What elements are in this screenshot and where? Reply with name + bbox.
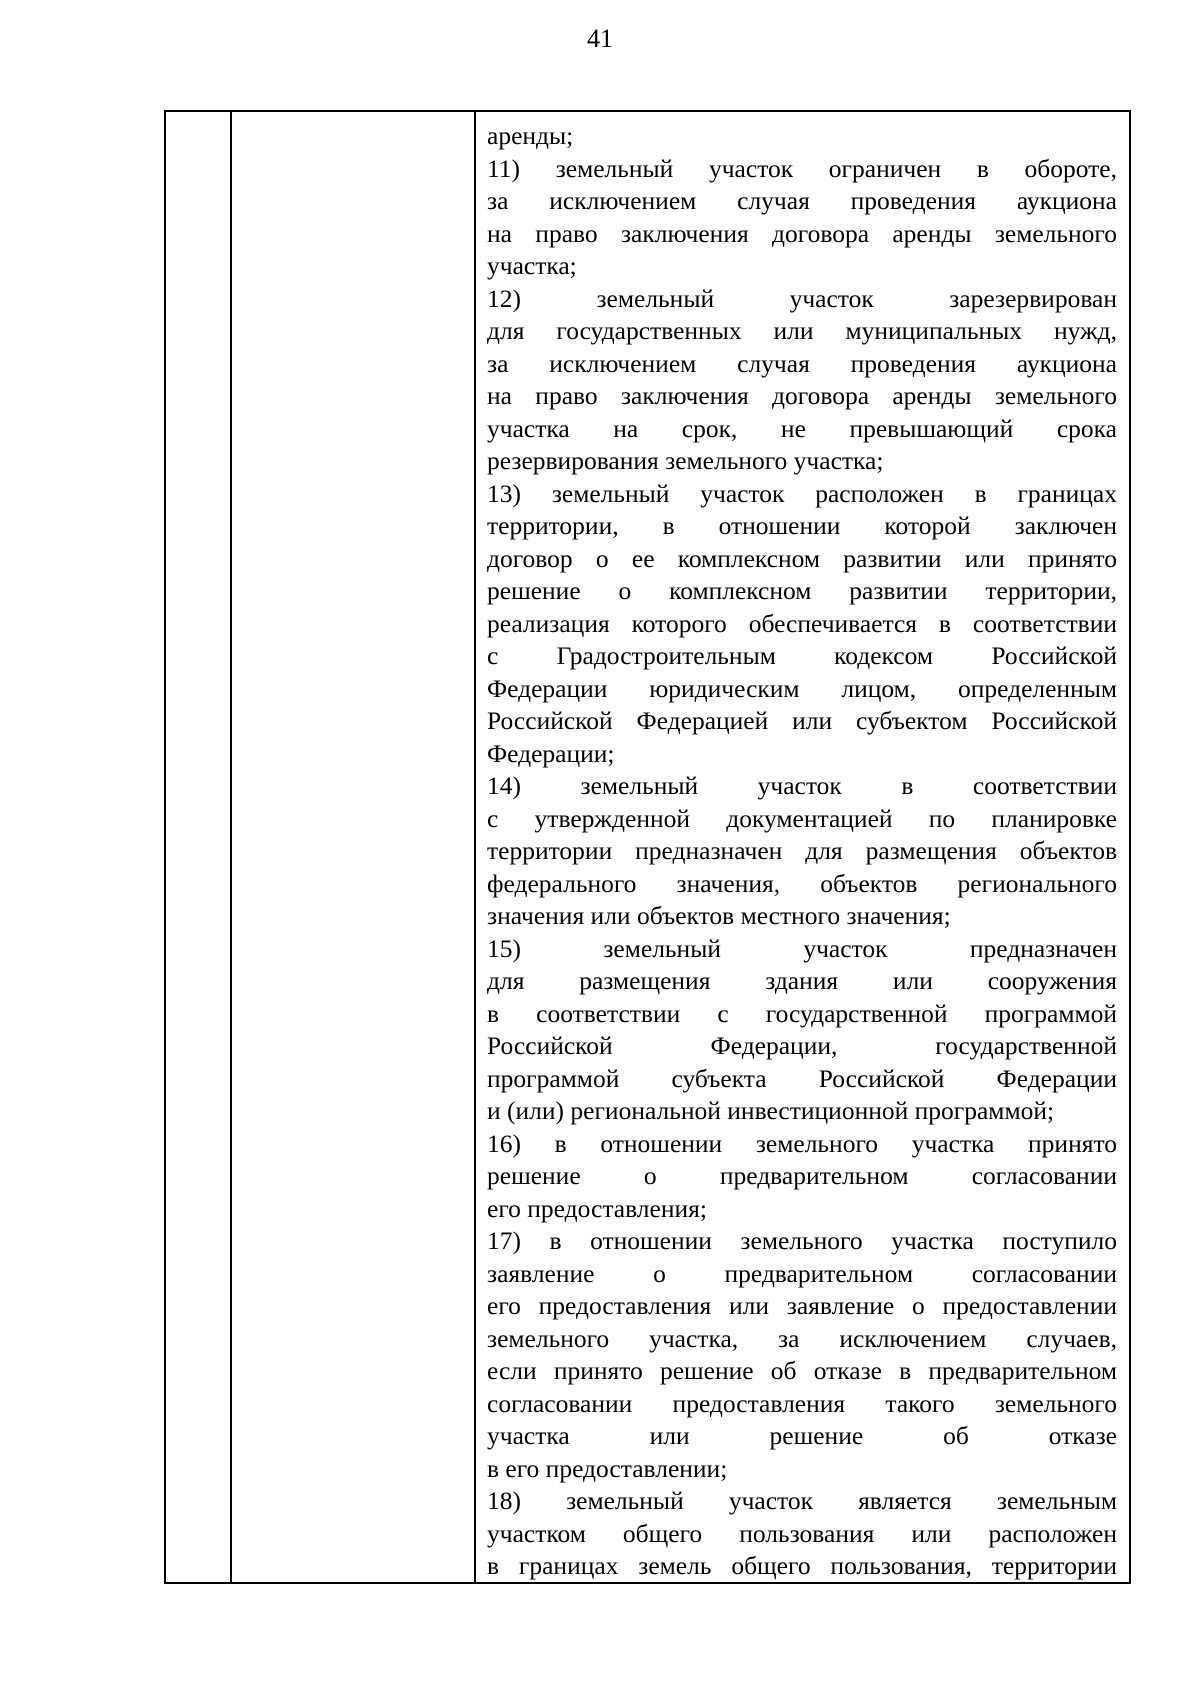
text-line: реализация которого обеспечивается в соответствии <box>487 608 1117 638</box>
table-column-2 <box>232 112 476 1582</box>
text-line: территории, в отношении которой заключен <box>487 511 1117 540</box>
text-line: 17) в отношении земельного участка поступило <box>487 1226 1117 1255</box>
text-line: на право заключения договора аренды земельного <box>487 381 1117 410</box>
text-line: аренды; <box>487 121 574 150</box>
text-line: участка или решение об отказе <box>487 1421 1117 1450</box>
text-line: программой субъекта Российской Федерации <box>487 1063 1117 1093</box>
text-line: 18) земельный участок является земельным <box>487 1486 1117 1515</box>
text-line: договор о ее комплексном развитии или принято <box>487 543 1117 573</box>
text-line: 15) земельный участок предназначен <box>487 933 1117 963</box>
text-line: с Градостроительным кодексом Российской <box>487 641 1117 670</box>
text-line: для государственных или муниципальных нужд, <box>487 316 1117 345</box>
text-line: 12) земельный участок зарезервирован <box>487 283 1117 313</box>
text-line: участка на срок, не превышающий срока <box>487 413 1117 443</box>
text-line: резервирования земельного участка; <box>487 446 884 475</box>
page-number: 41 <box>587 24 613 53</box>
text-line: за исключением случая проведения аукциона <box>487 186 1117 215</box>
text-line: и (или) региональной инвестиционной программой; <box>487 1096 1055 1125</box>
table-column-1 <box>166 112 232 1582</box>
text-line: участка; <box>487 251 577 280</box>
text-line: земельного участка, за исключением случаев, <box>487 1323 1117 1353</box>
text-line: за исключением случая проведения аукциона <box>487 348 1117 378</box>
text-line: с утвержденной документацией по планировке <box>487 803 1117 833</box>
text-line: на право заключения договора аренды земельного <box>487 218 1117 248</box>
text-line: решение о комплексном развитии территории, <box>487 576 1117 605</box>
text-line: федерального значения, объектов регионального <box>487 868 1117 898</box>
text-line: согласовании предоставления такого земельного <box>487 1388 1117 1418</box>
text-line: если принято решение об отказе в предварительном <box>487 1356 1117 1385</box>
text-line: значения или объектов местного значения; <box>487 901 951 930</box>
text-line: участком общего пользования или расположен <box>487 1518 1117 1548</box>
text-line: в соответствии с государственной программой <box>487 998 1117 1028</box>
table-column-3-text <box>476 112 1129 1582</box>
document-table <box>164 110 1131 1584</box>
text-line: 13) земельный участок расположен в границах <box>487 478 1117 508</box>
text-line: Федерации; <box>487 738 615 768</box>
text-line: заявление о предварительном согласовании <box>487 1258 1117 1288</box>
text-line: территории предназначен для размещения объектов <box>487 836 1117 865</box>
text-line: его предоставления или заявление о предоставлении <box>487 1291 1117 1320</box>
text-line: Российской Федерации, государственной <box>487 1031 1117 1060</box>
text-line: его предоставления; <box>487 1193 707 1223</box>
text-line: в его предоставлении; <box>487 1453 728 1483</box>
text-line: Российской Федерацией или субъектом Российской <box>487 706 1117 735</box>
text-line: 14) земельный участок в соответствии <box>487 771 1117 800</box>
text-line: Федерации юридическим лицом, определенным <box>487 673 1117 703</box>
text-line: 11) земельный участок ограничен в обороте, <box>487 153 1117 183</box>
text-line: 16) в отношении земельного участка принято <box>487 1128 1117 1158</box>
text-line: для размещения здания или сооружения <box>487 966 1117 995</box>
text-line: в границах земель общего пользования, территории <box>487 1551 1117 1580</box>
text-line: решение о предварительном согласовании <box>487 1161 1117 1190</box>
